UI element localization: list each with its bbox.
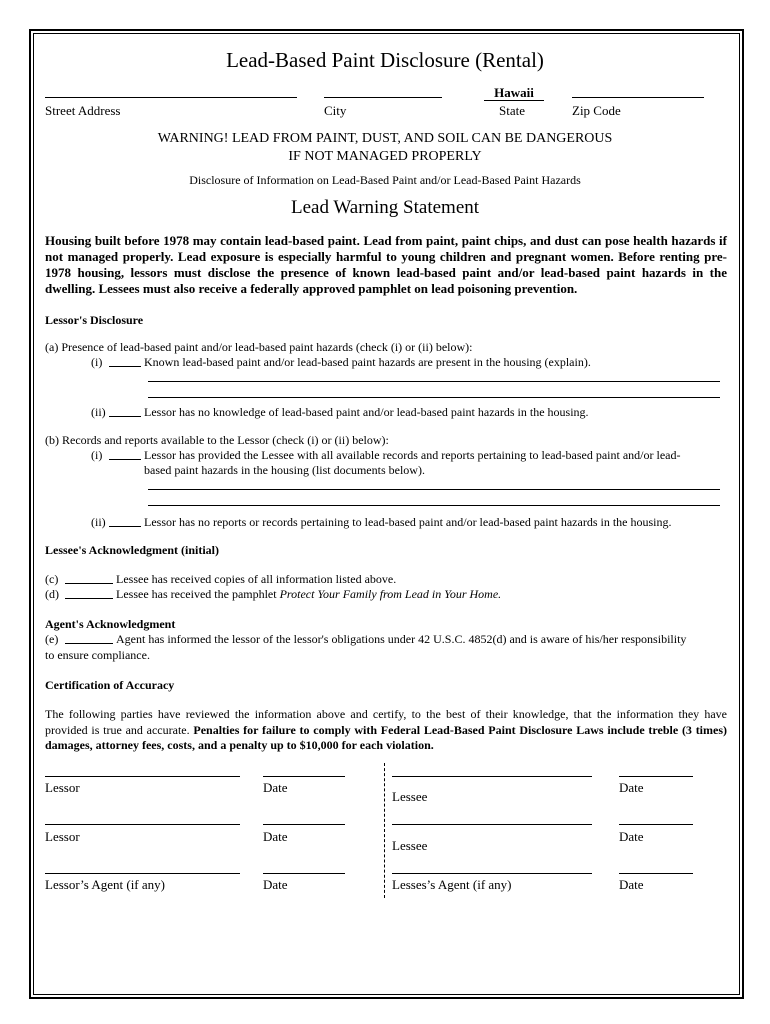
lessee-ack-heading: Lessee's Acknowledgment (initial) — [45, 543, 219, 557]
lessor-2-signature-line[interactable] — [45, 824, 240, 825]
lessee-agent-signature-line[interactable] — [392, 873, 592, 874]
section-a-i-number: (i) — [91, 355, 103, 369]
section-b-i-text-1: Lessor has provided the Lessee with all available records and reports pertaining to lead-based paint and/or lead- — [144, 448, 681, 462]
state-label: State — [499, 103, 525, 118]
lessee-1-date-line[interactable] — [619, 776, 693, 777]
lessee-agent-label: Lesses’s Agent (if any) — [392, 877, 512, 892]
item-e-number: (e) — [45, 632, 59, 646]
agent-ack-heading: Agent's Acknowledgment — [45, 617, 176, 631]
section-a-intro: (a) Presence of lead-based paint and/or lead-based paint hazards (check (i) or (ii) below): — [45, 340, 473, 354]
section-a-ii-checkbox[interactable] — [109, 416, 141, 417]
item-c-number: (c) — [45, 572, 59, 586]
section-a-ii-text: Lessor has no knowledge of lead-based paint and/or lead-based paint hazards in the housing. — [144, 405, 589, 419]
lead-warning-heading: Lead Warning Statement — [290, 197, 480, 218]
lessor-2-label: Lessor — [45, 829, 80, 844]
lessee-2-date-label: Date — [619, 829, 644, 844]
lessor-1-date-line[interactable] — [263, 776, 345, 777]
lessor-agent-label: Lessor’s Agent (if any) — [45, 877, 165, 892]
street-address-field[interactable] — [45, 97, 297, 98]
pamphlet-title: Protect Your Family from Lead in Your Home. — [279, 587, 502, 601]
lessor-agent-date-label: Date — [263, 877, 288, 892]
state-value[interactable]: Hawaii — [484, 86, 544, 101]
lessee-1-signature-line[interactable] — [392, 776, 592, 777]
lessor-1-label: Lessor — [45, 780, 80, 795]
item-c-text: Lessee has received copies of all information listed above. — [116, 572, 397, 586]
lessor-2-date-label: Date — [263, 829, 288, 844]
section-a-i-text: Known lead-based paint and/or lead-based paint hazards are present in the housing (explain). — [144, 355, 591, 369]
lessee-agent-date-line[interactable] — [619, 873, 693, 874]
lessor-disclosure-heading: Lessor's Disclosure — [45, 313, 144, 327]
lessee-1-date-label: Date — [619, 780, 644, 795]
section-a-ii-number: (ii) — [91, 405, 106, 419]
section-a-i-checkbox[interactable] — [109, 366, 141, 367]
page-title: Lead-Based Paint Disclosure (Rental) — [226, 48, 544, 72]
lessee-agent-date-label: Date — [619, 877, 644, 892]
certification-text — [45, 707, 727, 754]
lessee-1-label: Lessee — [392, 789, 428, 804]
item-c-initial-field[interactable] — [65, 583, 113, 584]
section-b-documents-line-2[interactable] — [148, 505, 720, 506]
certification-heading: Certification of Accuracy — [45, 678, 175, 692]
zip-code-field[interactable] — [572, 97, 704, 98]
lessee-2-label: Lessee — [392, 838, 428, 853]
certification-plain: The following parties have reviewed the information above and certify, to the best of their knowledge, that the information they have provided is true and accurate. — [45, 707, 727, 737]
section-b-ii-checkbox[interactable] — [109, 526, 141, 527]
lead-warning-text: Housing built before 1978 may contain lead-based paint. Lead from paint, paint chips, and dust can pose health hazards if not managed properly. Lead exposure is especially harmful to young children and pregnant women. Before renting pre-1978 housing, lessors must disclose the presence of known lead-based paint and/or lead-based paint hazards in the dwelling. Lessees must also receive a federally approved pamphlet on lead poisoning prevention. — [45, 233, 727, 296]
disclosure-subtitle: Disclosure of Information on Lead-Based Paint and/or Lead-Based Paint Hazards — [189, 173, 581, 187]
city-label: City — [324, 103, 347, 118]
item-d-plain: Lessee has received the pamphlet — [116, 587, 277, 601]
section-b-documents-line-1[interactable] — [148, 489, 720, 490]
item-d-initial-field[interactable] — [65, 598, 113, 599]
section-b-i-number: (i) — [91, 448, 103, 462]
section-b-ii-number: (ii) — [91, 515, 106, 529]
section-a-explain-line-1[interactable] — [148, 381, 720, 382]
section-b-i-text-2: based paint hazards in the housing (list documents below). — [144, 463, 425, 477]
certification-penalties: Penalties for failure to comply with Federal Lead-Based Paint Disclosure Laws include treble (3 times) damages, attorney fees, costs, and a penalty up to $10,000 for each violation. — [45, 722, 728, 752]
lessor-agent-date-line[interactable] — [263, 873, 345, 874]
section-a-explain-line-2[interactable] — [148, 397, 720, 398]
city-field[interactable] — [324, 97, 442, 98]
lessor-agent-signature-line[interactable] — [45, 873, 240, 874]
item-e-text-2: to ensure compliance. — [45, 648, 150, 662]
warning-line-2: IF NOT MANAGED PROPERLY — [288, 149, 482, 164]
item-d-number: (d) — [45, 587, 59, 601]
section-b-ii-text: Lessor has no reports or records pertaining to lead-based paint and/or lead-based paint hazards in the housing. — [144, 515, 672, 529]
item-d-text — [116, 587, 501, 602]
signature-divider — [384, 763, 385, 898]
warning-line-1: WARNING! LEAD FROM PAINT, DUST, AND SOIL CAN BE DANGEROUS — [157, 131, 613, 146]
lessor-1-date-label: Date — [263, 780, 288, 795]
lessor-2-date-line[interactable] — [263, 824, 345, 825]
lessee-2-signature-line[interactable] — [392, 824, 592, 825]
section-b-intro: (b) Records and reports available to the Lessor (check (i) or (ii) below): — [45, 433, 389, 447]
item-e-text-1: Agent has informed the lessor of the lessor's obligations under 42 U.S.C. 4852(d) and is aware of his/her responsibility — [116, 632, 687, 646]
section-b-i-checkbox[interactable] — [109, 459, 141, 460]
lessee-2-date-line[interactable] — [619, 824, 693, 825]
lessor-1-signature-line[interactable] — [45, 776, 240, 777]
item-e-initial-field[interactable] — [65, 643, 113, 644]
street-address-label: Street Address — [45, 103, 121, 118]
zip-code-label: Zip Code — [572, 103, 621, 118]
